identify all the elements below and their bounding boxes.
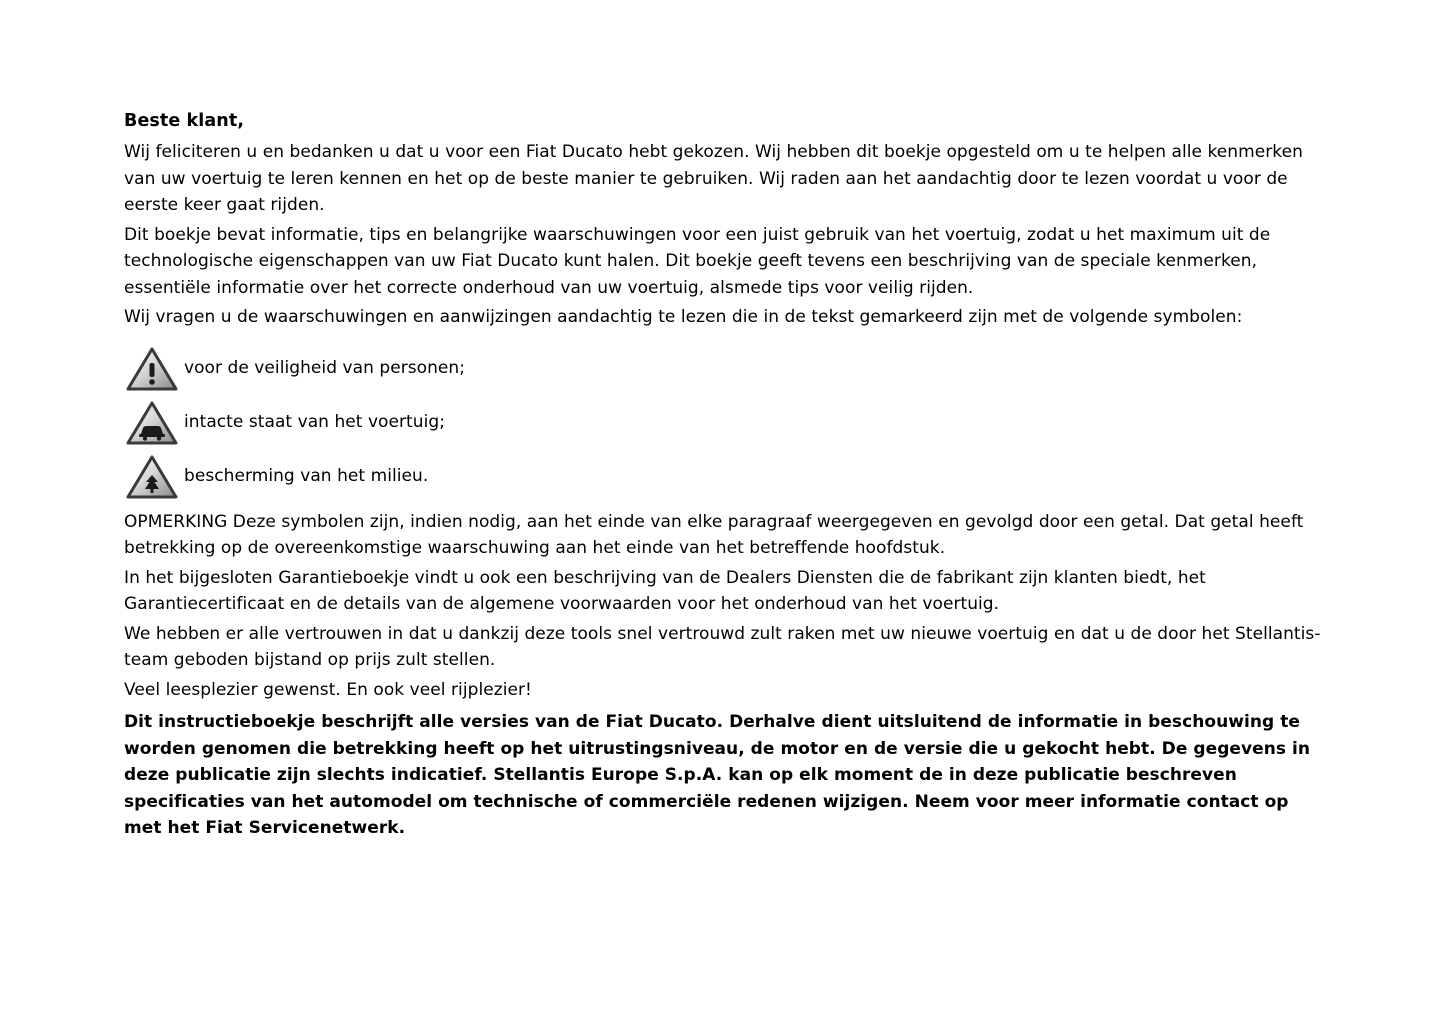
intro-paragraph-2: Dit boekje bevat informatie, tips en belangrijke waarschuwingen voor een juist gebruik van het voertuig, zodat u het maximum uit de technologische eigenschappen van uw Fiat Ducato kunt halen. Dit boekje geeft tevens een beschrijving van de speciale kenmerken, essentiële informatie over het correcte onderhoud van uw voertuig, alsmede tips voor veilig rijden. xyxy=(124,224,1271,298)
warning-triangle-exclamation-icon xyxy=(126,343,182,393)
intro-paragraph-3: Wij vragen u de waarschuwingen en aanwijzingen aandachtig te lezen die in de tekst gemarkeerd zijn met de volgende symbolen: xyxy=(124,307,1243,327)
warning-triangle-vehicle-icon xyxy=(126,397,182,447)
warning-triangle-environment-icon xyxy=(126,451,182,501)
symbol-legend-label: voor de veiligheid van personen; xyxy=(184,357,466,378)
symbol-legend-label: intacte staat van het voertuig; xyxy=(184,411,445,432)
note-paragraph: OPMERKING Deze symbolen zijn, indien nodig, aan het einde van elke paragraaf weergegeven en gevolgd door een getal. Dat getal heeft betrekking op de overeenkomstige waarschuwing aan het einde van het betreffende hoofdstuk. xyxy=(124,511,1304,558)
disclaimer-notice: Dit instructieboekje beschrijft alle versies van de Fiat Ducato. Derhalve dient uitsluitend de informatie in beschouwing te worden genomen die betrekking heeft op het uitrustingsniveau, de motor en de versie die u gekocht hebt. De gegevens in deze publicatie zijn slechts indicatief. Stellantis Europe S.p.A. kan op elk moment de in deze publicatie beschreven specificaties van het automodel om technische of commerciële redenen wijzigen. Neem voor meer informatie contact op met het Fiat Servicenetwerk. xyxy=(124,712,1311,838)
confidence-paragraph: We hebben er alle vertrouwen in dat u dankzij deze tools snel vertrouwd zult raken met uw nieuwe voertuig en dat u de door het Stellantis-team geboden bijstand op prijs zult stellen. xyxy=(124,623,1321,670)
symbol-legend-item-environment xyxy=(124,449,1324,503)
symbol-legend-item-vehicle xyxy=(124,395,1324,449)
document-body xyxy=(124,108,1324,842)
closing-paragraph: Veel leesplezier gewenst. En ook veel rijplezier! xyxy=(124,679,532,700)
warranty-paragraph: In het bijgesloten Garantieboekje vindt u ook een beschrijving van de Dealers Diensten die de fabrikant zijn klanten biedt, het Garantiecertificaat en de details van de algemene voorwaarden voor het onderhoud van het voertuig. xyxy=(124,567,1206,614)
intro-paragraph-1: Wij feliciteren u en bedanken u dat u voor een Fiat Ducato hebt gekozen. Wij hebben dit boekje opgesteld om u te helpen alle kenmerken van uw voertuig te leren kennen en het op de beste manier te gebruiken. Wij raden aan het aandachtig door te lezen voordat u voor de eerste keer gaat rijden. xyxy=(124,142,1303,215)
symbol-legend-item-safety xyxy=(124,341,1324,395)
symbol-legend-list xyxy=(124,341,1324,503)
symbol-legend-label: bescherming van het milieu. xyxy=(184,465,429,486)
page-title: Beste klant, xyxy=(124,111,245,131)
